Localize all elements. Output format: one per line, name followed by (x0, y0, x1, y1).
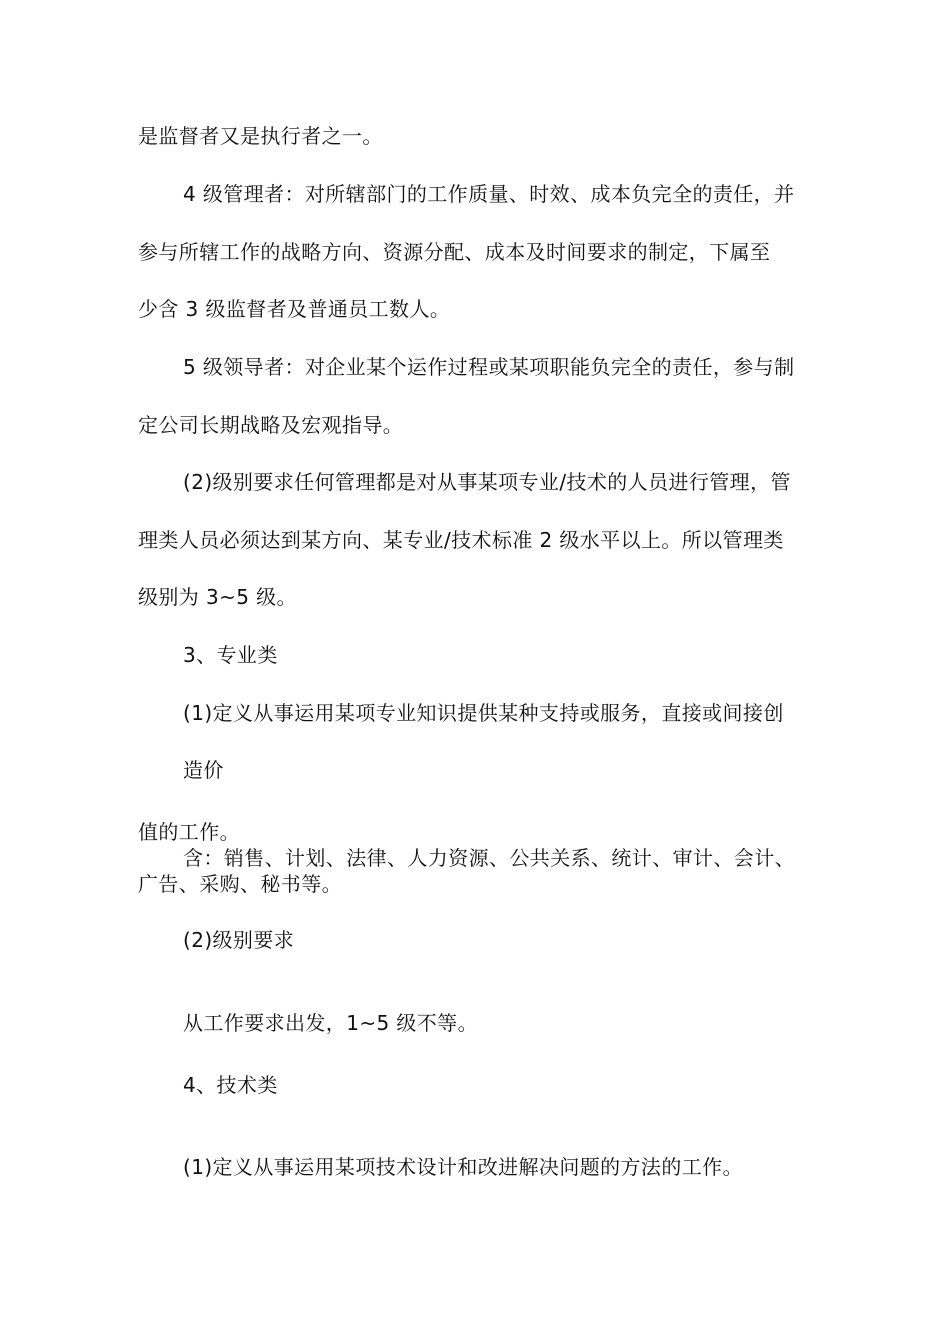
paragraph-line: 是监督者又是执行者之一。 (138, 124, 383, 148)
paragraph-line: (1)定义从事运用某项技术设计和改进解决问题的方法的工作。 (183, 1155, 743, 1179)
paragraph-line: 定公司长期战略及宏观指导。 (138, 413, 404, 437)
paragraph-line: 值的工作。 (138, 820, 240, 844)
paragraph-line: 级别为 3~5 级。 (138, 585, 297, 609)
section-heading: 3、专业类 (183, 643, 278, 667)
paragraph-line: 4 级管理者：对所辖部门的工作质量、时效、成本负完全的责任，并 (183, 182, 795, 206)
paragraph-line: 参与所辖工作的战略方向、资源分配、成本及时间要求的制定，下属至 (138, 240, 771, 264)
section-heading: 4、技术类 (183, 1073, 278, 1097)
paragraph-line: 造价 (183, 758, 224, 782)
paragraph-line: 5 级领导者：对企业某个运作过程或某项职能负完全的责任，参与制 (183, 355, 795, 379)
paragraph-line: 理类人员必须达到某方向、某专业/技术标准 2 级水平以上。所以管理类 (138, 528, 784, 552)
paragraph-line: (2)级别要求 (183, 928, 295, 952)
paragraph-line: 少含 3 级监督者及普通员工数人。 (138, 297, 451, 321)
paragraph-line: 从工作要求出发，1~5 级不等。 (183, 1011, 478, 1035)
paragraph-line: (1)定义从事运用某项专业知识提供某种支持或服务，直接或间接创 (183, 701, 784, 725)
paragraph-line: (2)级别要求任何管理都是对从事某项专业/技术的人员进行管理，管 (183, 470, 791, 494)
paragraph-line: 含：销售、计划、法律、人力资源、公共关系、统计、审计、会计、 (183, 846, 795, 870)
paragraph-line: 广告、采购、秘书等。 (138, 872, 342, 896)
